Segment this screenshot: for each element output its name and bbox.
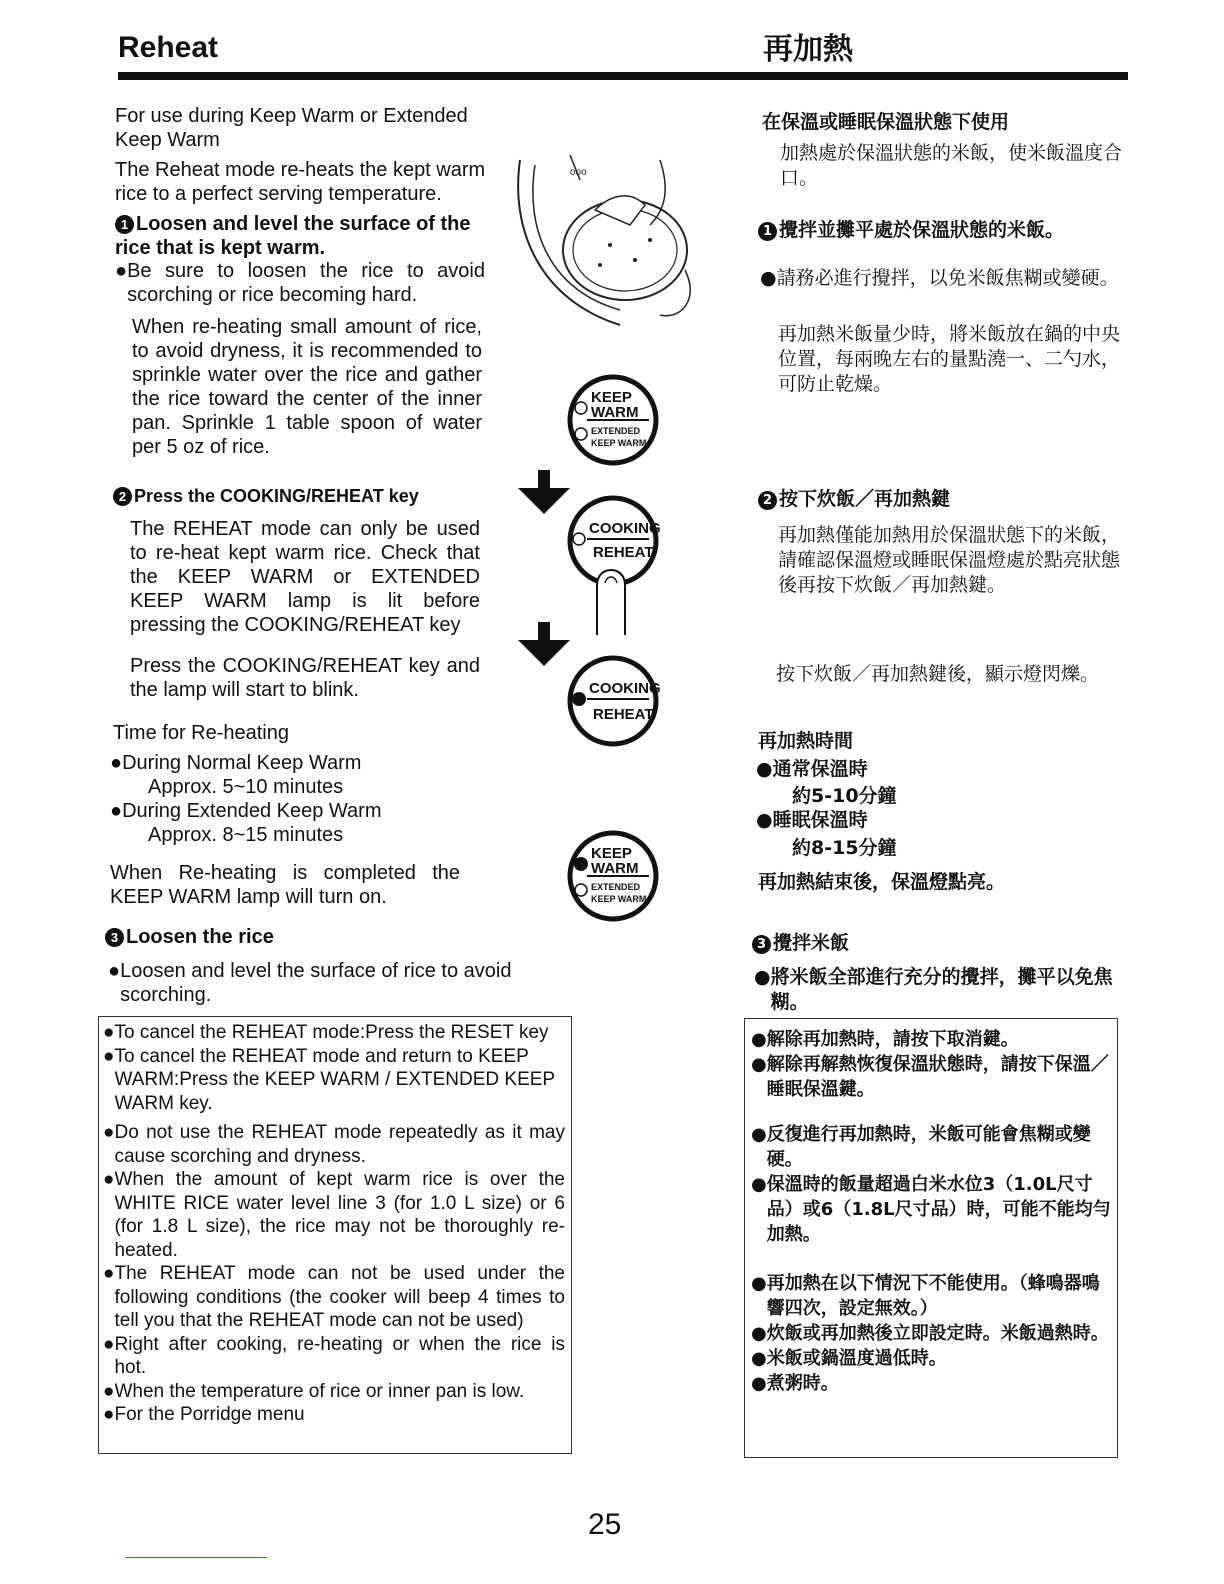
step2-title: 2 Press the COOKING/REHEAT key [113, 484, 493, 508]
note-item: ● Right after cooking, re-heating or when the rice is hot. [103, 1333, 565, 1378]
note-item: ● Do not use the REHEAT mode repeatedly as it may cause scorching and dryness. [103, 1122, 565, 1167]
cooking-reheat-panel-press [563, 495, 663, 637]
zh-step3-title: 3 攪拌米飯 [752, 931, 849, 956]
zh-note-item: ● 米飯或鍋溫度過低時。 [751, 1348, 947, 1369]
step2-press: Press the COOKING/REHEAT key and the lamp will start to blink. [130, 655, 480, 701]
zh-intro-text: 加熱處於保溫狀態的米飯，使米飯溫度合口。 [780, 142, 1123, 189]
cooking-reheat-panel-blink [563, 655, 663, 747]
note-item: ● When the temperature of rice or inner pan is low. [103, 1380, 525, 1402]
keep-label: KEEP [591, 845, 632, 862]
zh-step1-note: 再加熱米飯量少時，將米飯放在鍋的中央位置，每兩晚左右的量點澆一、二勺水，可防止乾燥。 [778, 323, 1121, 395]
step3-title: 3 Loosen the rice [105, 925, 274, 949]
keep-warm-panel-1 [563, 374, 663, 466]
keep-label: KEEP [591, 389, 632, 406]
zh-step1-bullet: ● 請務必進行攪拌，以免米飯焦糊或變硬。 [760, 267, 1119, 289]
extended-label: EXTENDED [591, 426, 641, 436]
step2-number: 2 [113, 487, 132, 506]
step1-note: When re-heating small amount of rice, to avoid dryness, it is recommended to sprinkle water over the rice and gather the rice toward the center of the inner pan. Sprinkle 1 table spoon of water per 5 oz of rice. [132, 316, 482, 458]
time-extended-value: Approx. 8~15 minutes [148, 824, 344, 846]
step2-text: The REHEAT mode can only be used to re-heat kept warm rice. Check that the KEEP WARM or EXTENDED KEEP WARM lamp is lit before pressing the COOKING/REHEAT key [130, 518, 480, 636]
zh-note-item: ● 煮粥時。 [751, 1373, 839, 1394]
time-extended: ● During Extended Keep Warm [110, 800, 382, 822]
zh-note-item: ● 保溫時的飯量超過白米水位3（1.0L尺寸品）或6（1.8L尺寸品）時，可能不能均勻加熱。 [751, 1174, 1111, 1245]
step1-bullet: ● Be sure to loosen the rice to avoid scorching or rice becoming hard. [115, 260, 485, 306]
svg-text:ooo: ooo [570, 167, 587, 178]
note-item: ● For the Porridge menu [103, 1404, 305, 1425]
page-number: 25 [588, 1508, 622, 1541]
warm-label: WARM [591, 404, 639, 421]
zh-step3-bullet: ● 將米飯全部進行充分的攪拌，攤平以免焦糊。 [754, 966, 1113, 1013]
note-item: ● To cancel the REHEAT mode:Press the RESET key [103, 1022, 549, 1043]
zh-note-item: ● 炊飯或再加熱後立即設定時。米飯過熱時。 [751, 1323, 1109, 1344]
intro-text: The Reheat mode re-heats the kept warm rice to a perfect serving temperature. [115, 159, 486, 205]
extended-label: EXTENDED [591, 882, 641, 892]
zh-note-item: ● 再加熱在以下情況下不能使用。（蜂鳴器鳴響四次，設定無效。） [751, 1273, 1100, 1319]
zh-time-normal: ● 通常保溫時 [756, 758, 868, 780]
zh-time-extended-value: 約8-15分鐘 [792, 837, 897, 859]
zh-step2-press: 按下炊飯／再加熱鍵後，顯示燈閃爍。 [776, 663, 1100, 685]
page-title: Reheat [118, 31, 219, 64]
zh-note-item: ● 反復進行再加熱時，米飯可能會焦糊或變硬。 [751, 1124, 1091, 1170]
step1-number: 1 [115, 215, 134, 234]
zh-time-extended: ● 睡眠保溫時 [756, 809, 868, 831]
zh-step1-title: 1 攪拌並攤平處於保溫狀態的米飯。 [758, 218, 1123, 243]
zh-time-heading: 再加熱時間 [758, 730, 854, 752]
step1-title: 1 Loosen and level the surface of the rice that is kept warm. [115, 213, 471, 259]
keep-warm-panel-2 [563, 830, 663, 922]
page-title-zh: 再加熱 [763, 32, 853, 67]
keep-warm-small-label: KEEP WARM [591, 438, 647, 448]
cooking-label: COOKING [589, 680, 661, 697]
time-heading: Time for Re-heating [113, 722, 289, 744]
zh-step2-text: 再加熱僅能加熱用於保溫狀態下的米飯，請確認保溫燈或睡眠保溫燈處於點亮狀態後再按下炊飯／再加熱鍵。 [778, 524, 1121, 596]
step3-number: 3 [105, 928, 124, 947]
intro-heading: For use during Keep Warm or Extended Keep Warm [115, 105, 468, 151]
note-item: ● When the amount of kept warm rice is over the WHITE RICE water level line 3 (for 1.0 L size) or 6 (for 1.8 L size), the rice may not be thoroughly re-heated. [103, 1169, 565, 1261]
warm-label: WARM [591, 860, 639, 877]
completed-text: When Re-heating is completed the KEEP WARM lamp will turn on. [110, 862, 460, 908]
rice-cooker-illustration [500, 150, 710, 340]
time-normal-value: Approx. 5~10 minutes [148, 776, 344, 798]
zh-step2-title: 2 按下炊飯／再加熱鍵 [758, 487, 950, 512]
reheat-label: REHEAT [593, 544, 654, 561]
notes-box-zh [744, 1018, 1118, 1458]
keep-warm-small-label: KEEP WARM [591, 894, 647, 904]
zh-intro-heading: 在保溫或睡眠保溫狀態下使用 [762, 111, 1010, 133]
zh-note-item: ● 解除再加熱時，請按下取消鍵。 [751, 1029, 1019, 1050]
footer-rule [125, 1557, 267, 1558]
zh-completed-text: 再加熱結束後，保溫燈點亮。 [758, 871, 1006, 893]
header-rule [118, 72, 1128, 80]
step3-bullet: ● Loosen and level the surface of rice to avoid scorching. [108, 960, 512, 1006]
zh-note-item: ● 解除再解熱恢復保溫狀態時，請按下保溫／睡眠保溫鍵。 [751, 1054, 1109, 1100]
reheat-label: REHEAT [593, 706, 654, 723]
cooking-label: COOKING [589, 520, 661, 537]
zh-time-normal-value: 約5-10分鐘 [792, 785, 897, 807]
note-item: ● The REHEAT mode can not be used under the following conditions (the cooker will beep 4 times to tell you that the REHEAT mode can not be used) [103, 1263, 565, 1331]
note-item: ● To cancel the REHEAT mode and return to KEEP WARM:Press the KEEP WARM / EXTENDED KEEP WARM key. [103, 1045, 555, 1114]
time-normal: ● During Normal Keep Warm [110, 752, 362, 774]
notes-box-en [98, 1016, 572, 1454]
